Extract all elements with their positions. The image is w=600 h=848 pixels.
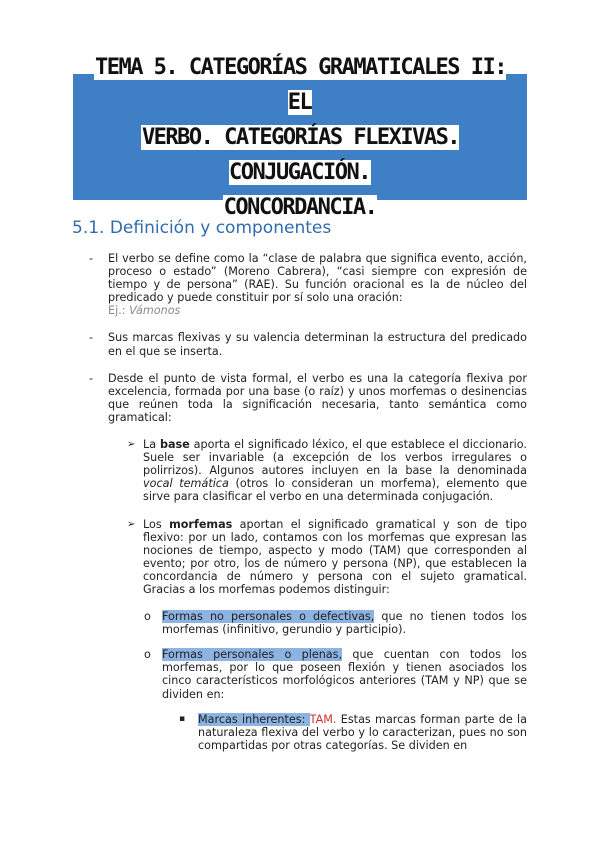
term-base: base: [159, 438, 190, 452]
dash-bullet: -: [89, 331, 94, 345]
list-item-definition: [89, 252, 527, 317]
tam-label: TAM.: [309, 712, 337, 726]
list-item-formal: [89, 372, 527, 424]
title-line-2: VERBO. CATEGORÍAS FLEXIVAS. CONJUGACIÓN.: [141, 124, 460, 185]
circle-bullet: o: [144, 610, 151, 624]
term-morfemas: morfemas: [169, 517, 233, 531]
highlight-no-personales: Formas no personales o defectivas,: [162, 610, 375, 624]
square-item-inherentes: [179, 713, 527, 752]
text-fragment: que cuentan con todos los morfemas, por lo que poseen flexión y tienen asociados los cinco característicos morfológicos anteriores (TAM y NP) que se dividen en:: [162, 648, 528, 701]
square-bullet-icon: ▪: [179, 713, 186, 724]
example-word: Vámonos: [129, 304, 181, 318]
dash-bullet: -: [89, 252, 94, 265]
text-fragment: (otros lo consideran un morfema), elemento que sirve para clasificar el verbo en una determinada conjugación.: [143, 477, 528, 504]
highlight-inherentes: Marcas inherentes:: [198, 712, 310, 726]
title-banner: [73, 54, 527, 220]
list-item-valencia: [89, 331, 527, 357]
text-fragment: que no tienen todos los morfemas (infinitivo, gerundio y participio).: [162, 610, 527, 637]
example-line: [108, 304, 527, 317]
example-prefix: Ej.:: [108, 304, 130, 318]
text-fragment: aporta el significado léxico, el que establece el diccionario. Suele ser invariable (a excepción de los verbos irregulares o polirrizos). Algunos autores incluyen en la base la denominada: [143, 438, 527, 478]
paragraph-formal: Desde el punto de vista formal, el verbo es una la categoría flexiva por excelencia, formada por una base (o raíz) y unos morfemas o desinencias que reúnen toda la significación necesaria, tanto semántica como gramatical:: [108, 371, 527, 424]
highlight-personales: Formas personales o plenas,: [162, 648, 343, 662]
text-fragment: Los: [143, 517, 170, 531]
circle-item-personales: [144, 648, 527, 700]
arrow-bullet-icon: ➢: [127, 518, 136, 530]
document-title: [80, 50, 520, 225]
text-fragment: La: [143, 438, 160, 452]
text-fragment: Estas marcas forman parte de la naturaleza flexiva del verbo y lo caracterizan, pues no son compartidas por otras categorías. Se dividen en: [198, 712, 527, 752]
term-vocal-tematica: vocal temática: [143, 477, 229, 491]
sub-item-base: [107, 438, 527, 503]
circle-bullet: o: [144, 648, 151, 662]
document-body: [89, 252, 527, 752]
title-line-3: CONCORDANCIA.: [223, 194, 377, 220]
circle-item-no-personales: [144, 610, 527, 636]
paragraph-definition: El verbo se define como la “clase de palabra que significa evento, acción, proceso o estado” (Moreno Cabrera), “casi siempre con expresión de tiempo y de persona” (RAE). Su función oracional es la de núcleo del predicado y puede constituir por sí solo una oración:: [108, 252, 527, 305]
dash-bullet: -: [89, 371, 94, 385]
arrow-bullet-icon: ➢: [127, 439, 136, 451]
paragraph-valencia: Sus marcas flexivas y su valencia determinan la estructura del predicado en el que se inserta.: [108, 331, 527, 358]
text-fragment: aportan el significado gramatical y son de tipo flexivo: por un lado, contamos con los morfemas que expresan las nociones de tiempo, aspecto y modo (TAM) que corresponden al evento; por otro, los de número y persona (NP), que establecen la concordancia de número y persona con el sujeto gramatical. Gracias a los morfemas podemos distinguir:: [143, 517, 527, 596]
section-heading: 5.1. Definición y componentes: [72, 218, 332, 238]
sub-item-morfemas: [107, 518, 527, 597]
title-line-1: TEMA 5. CATEGORÍAS GRAMATICALES II: EL: [94, 54, 507, 115]
